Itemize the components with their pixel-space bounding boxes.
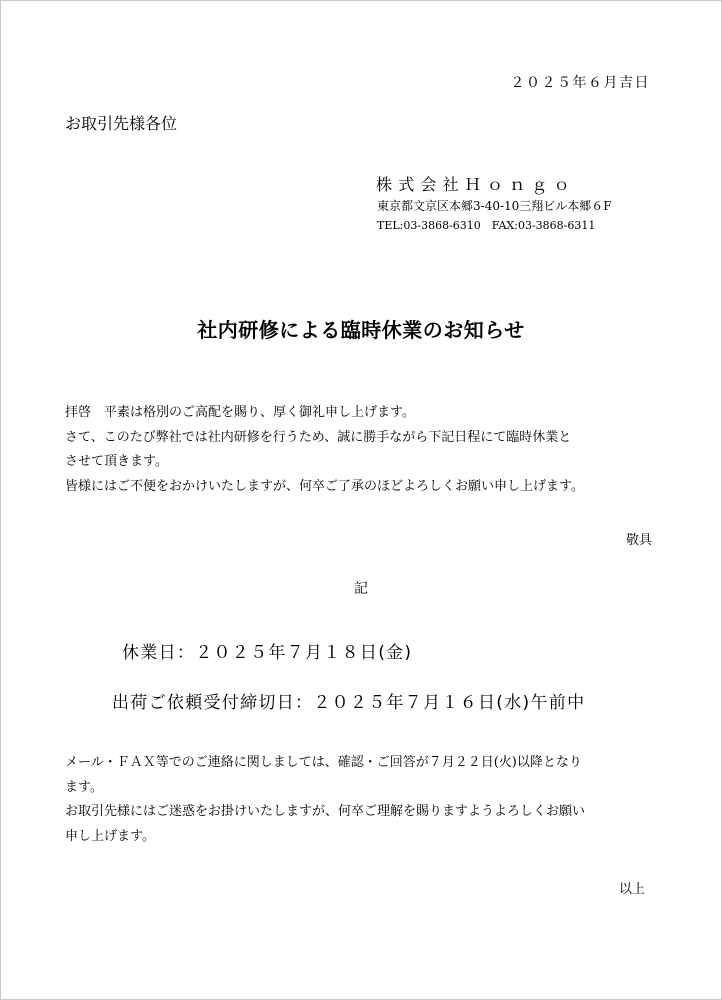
ki-heading: 記 [354, 581, 368, 597]
holiday-date: 休業日：２０２５年７月１８日(金) [122, 643, 413, 663]
intro-paragraph [65, 401, 665, 499]
notes-line: お取引先様にはご迷惑をお掛けいたしますが、何卒ご理解を賜りますようよろしくお願い [65, 804, 586, 819]
closing-keigu: 敬具 [625, 533, 652, 548]
document-title: 社内研修による臨時休業のお知らせ [197, 318, 525, 342]
notes-line: 申し上げます。 [65, 828, 155, 844]
issue-date: ２０２５年６月吉日 [510, 75, 650, 91]
notes-line: ます。 [65, 779, 103, 795]
intro-line: 皆様にはご不便をおかけいたしますが、何卒ご了承のほどよろしくお願い申し上げます。 [65, 478, 584, 494]
intro-line: させて頂きます。 [65, 454, 168, 469]
notes-line: メール・ＦＡＸ等でのご連絡に関しましては、確認・ご回答が７月２２日(火)以降となり [65, 755, 582, 770]
order-deadline: 出荷ご依頼受付締切日：２０２５年７月１６日(水)午前中 [112, 693, 586, 713]
intro-line: 拝啓 平素は格別のご高配を賜り、厚く御礼申し上げます。 [65, 405, 415, 420]
notes-paragraph [65, 751, 665, 849]
intro-line: さて、このたび弊社では社内研修を行うため、誠に勝手ながら下記日程にて臨時休業と [65, 429, 572, 445]
end-ijou: 以上 [618, 882, 645, 897]
sender-address: 東京都文京区本郷3-40-10三翔ビル本郷６F [377, 199, 612, 213]
sender-tel-fax: TEL:03-3868-6310 FAX:03-3868-6311 [377, 219, 596, 232]
recipient-line: お取引先様各位 [65, 114, 178, 133]
sender-company-name: 株式会社Ｈｏｎｇｏ [376, 175, 576, 194]
